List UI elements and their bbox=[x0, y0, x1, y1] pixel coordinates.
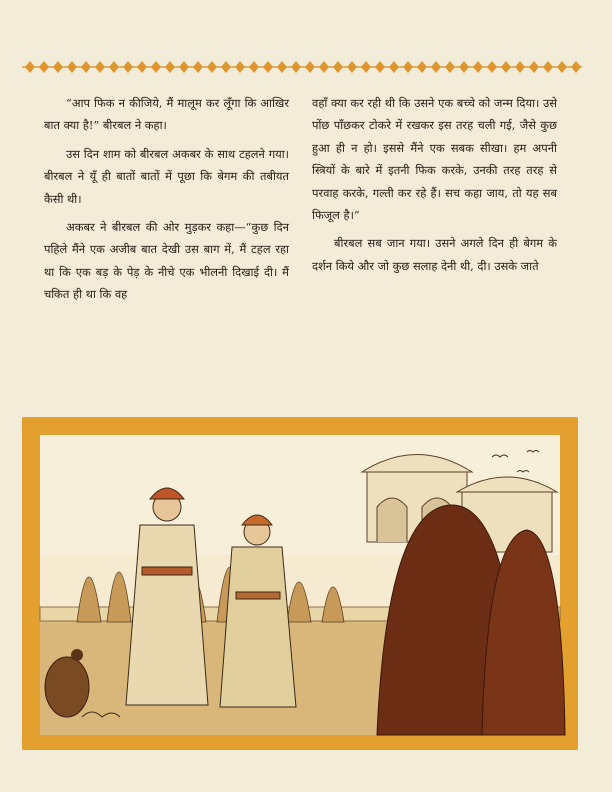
border-diamond bbox=[459, 61, 469, 73]
border-diamond bbox=[249, 61, 259, 73]
text-column-right bbox=[312, 92, 557, 283]
border-diamond bbox=[81, 61, 91, 73]
border-diamond bbox=[137, 61, 147, 73]
border-diamond bbox=[333, 61, 343, 73]
border-diamond bbox=[221, 61, 231, 73]
border-diamond bbox=[501, 61, 511, 73]
border-diamond bbox=[291, 61, 301, 73]
border-diamond bbox=[263, 61, 273, 73]
border-diamond bbox=[347, 61, 357, 73]
border-diamond bbox=[557, 61, 567, 73]
paragraph: अकबर ने बीरबल की ओर मुड़कर कहा—“कुछ दिन पहिले मैंने एक अजीब बात देखी उस बाग में, मैं टहल रहा था कि एक बड़ के पेड़ के नीचे एक भीलनी दिखाई दी। मैं चकित ही था कि वह bbox=[44, 220, 289, 302]
border-diamond bbox=[543, 61, 553, 73]
border-diamond bbox=[25, 61, 35, 73]
border-diamond bbox=[445, 61, 455, 73]
paragraph: वहाँ क्या कर रही थी कि उसने एक बच्चे को जन्म दिया। उसे पोंछ पाँछकर टोकरे में रखकर इस तरह चली गई, जैसे कुछ हुआ ही न हो। इससे मैंने एक सबक सीखा। हम अपनी स्त्रियों के बारे में इतनी फिक करके, उनकी तरह तरह से परवाह करके, गल्ती कर रहे हैं। सच कहा जाय, तो यह सब फिजूल है।” bbox=[312, 96, 557, 223]
text-column-left bbox=[44, 92, 289, 312]
border-diamond bbox=[39, 61, 49, 73]
border-diamond bbox=[193, 61, 203, 73]
border-diamond bbox=[151, 61, 161, 73]
border-diamond bbox=[277, 61, 287, 73]
border-diamond bbox=[361, 61, 371, 73]
border-diamond bbox=[207, 61, 217, 73]
border-diamond bbox=[319, 61, 329, 73]
border-diamond bbox=[529, 61, 539, 73]
border-diamond bbox=[123, 61, 133, 73]
border-diamond bbox=[95, 61, 105, 73]
border-diamond bbox=[473, 61, 483, 73]
border-diamond bbox=[571, 61, 581, 73]
border-diamond bbox=[235, 61, 245, 73]
border-diamond bbox=[67, 61, 77, 73]
paragraph: उस दिन शाम को बीरबल अकबर के साथ टहलने गया। बीरबल ने यूँ ही बातों बातों में पूछा कि बेगम की तबीयत कैसी थी। bbox=[44, 146, 289, 206]
paragraph: बीरबल सब जान गया। उसने अगले दिन ही बेगम के दर्शन किये और जो कुछ सलाह देनी थी, दी। उसके जाते bbox=[312, 236, 557, 273]
border-diamond bbox=[179, 61, 189, 73]
border-diamond bbox=[431, 61, 441, 73]
border-diamond bbox=[53, 61, 63, 73]
border-diamond bbox=[165, 61, 175, 73]
story-illustration bbox=[22, 417, 578, 750]
border-diamond bbox=[417, 61, 427, 73]
paragraph: “आप फिक न कीजिये, मैं मालूम कर लूँगा कि आखिर बात क्या है!” बीरबल ने कहा। bbox=[44, 96, 289, 133]
illustration-art bbox=[22, 417, 578, 750]
border-diamond bbox=[515, 61, 525, 73]
border-diamond bbox=[389, 61, 399, 73]
decorative-border bbox=[22, 54, 582, 80]
border-diamond bbox=[109, 61, 119, 73]
border-diamond bbox=[375, 61, 385, 73]
border-diamond bbox=[403, 61, 413, 73]
border-diamond bbox=[305, 61, 315, 73]
border-diamond bbox=[487, 61, 497, 73]
